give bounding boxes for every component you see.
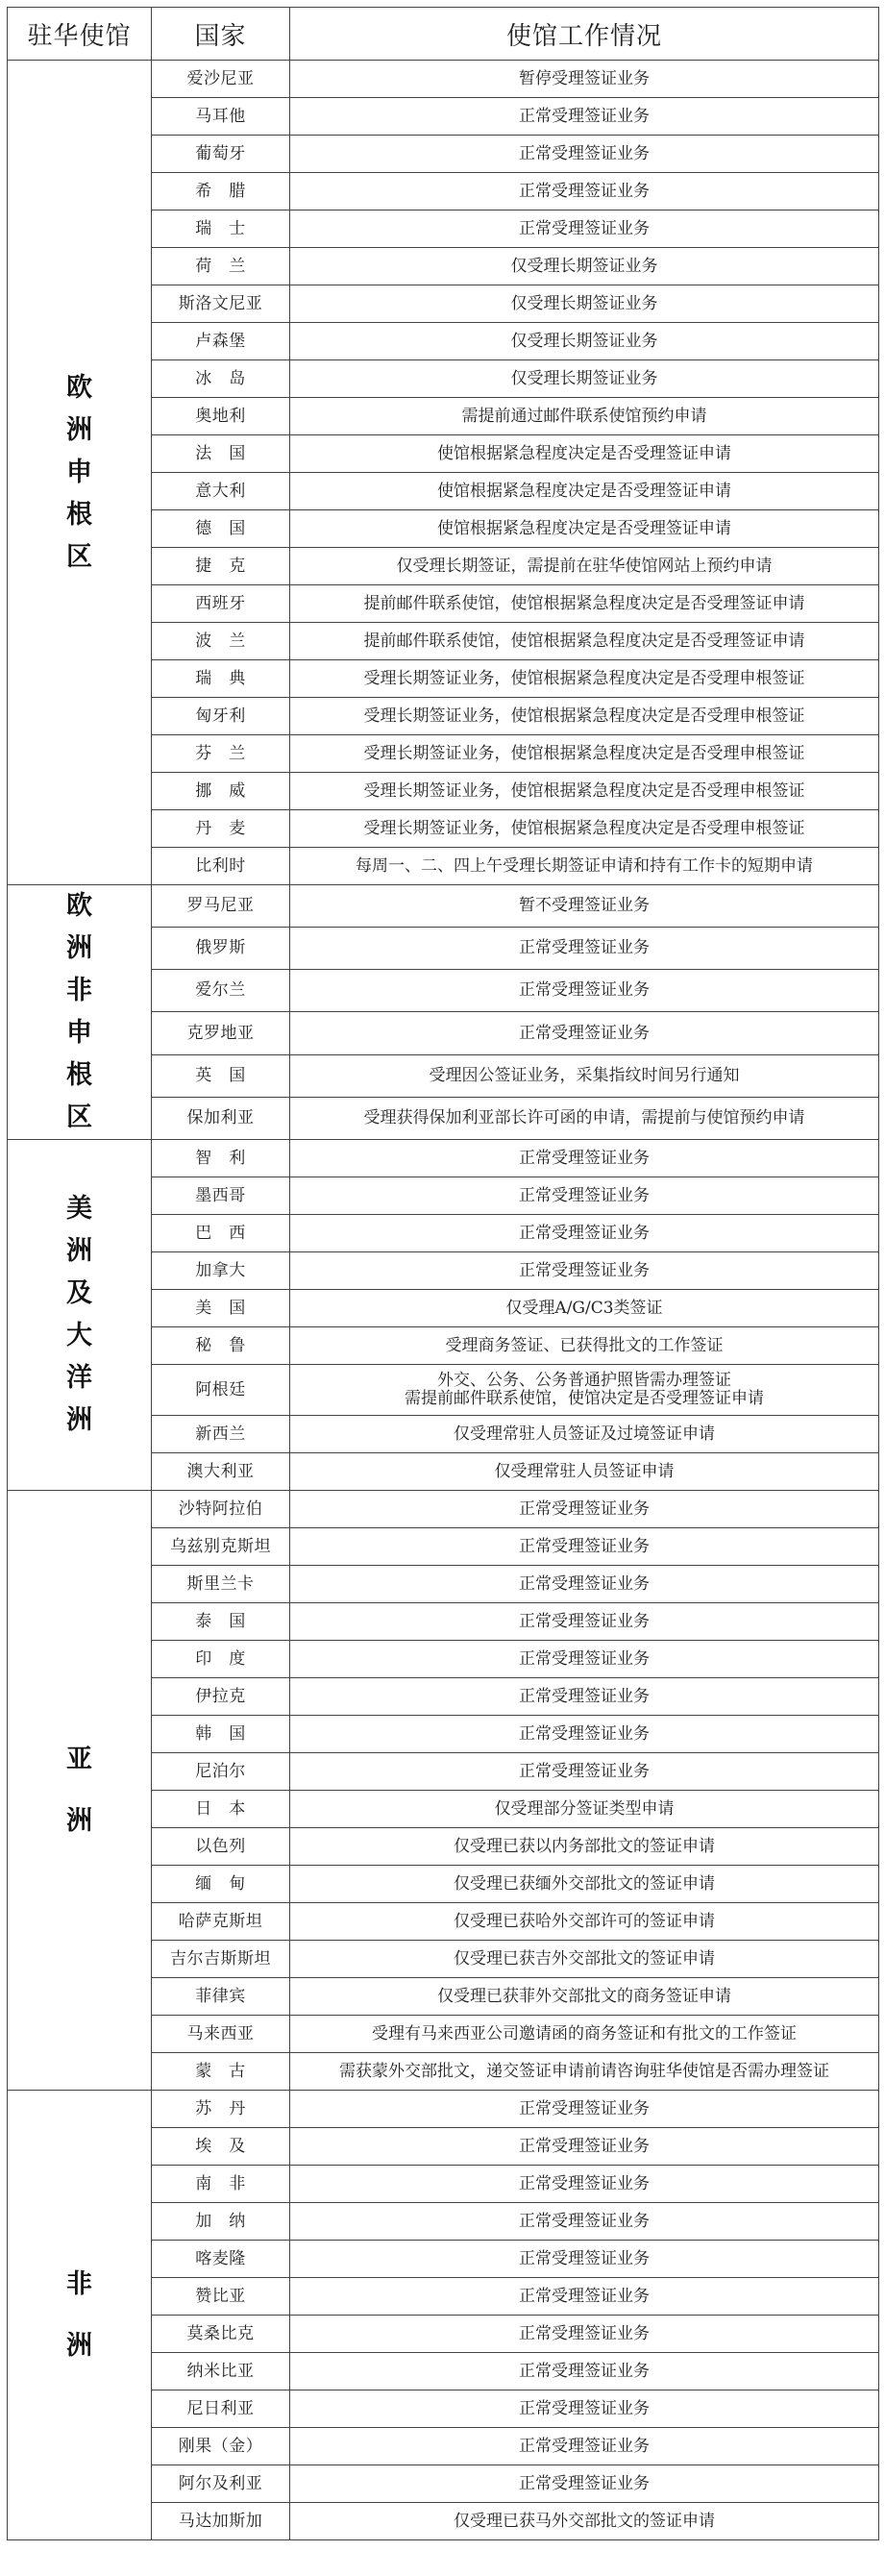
country-cell: 泰 国 xyxy=(152,1603,290,1641)
country-cell: 南 非 xyxy=(152,2166,290,2203)
status-cell: 正常受理签证业务 xyxy=(290,1566,879,1603)
country-cell: 巴 西 xyxy=(152,1215,290,1252)
status-cell: 受理长期签证业务，使馆根据紧急程度决定是否受理申根签证 xyxy=(290,660,879,698)
status-cell: 正常受理签证业务 xyxy=(290,2428,879,2465)
status-cell: 仅受理已获缅外交部批文的签证申请 xyxy=(290,1866,879,1903)
country-cell: 阿尔及利亚 xyxy=(152,2465,290,2503)
header-embassy: 驻华使馆 xyxy=(8,8,152,61)
country-cell: 莫桑比克 xyxy=(152,2316,290,2353)
country-cell: 伊拉克 xyxy=(152,1678,290,1716)
country-cell: 爱尔兰 xyxy=(152,970,290,1012)
status-cell: 正常受理签证业务 xyxy=(290,2203,879,2241)
country-cell: 卢森堡 xyxy=(152,323,290,360)
country-cell: 葡萄牙 xyxy=(152,136,290,173)
country-cell: 奥地利 xyxy=(152,398,290,435)
country-cell: 德 国 xyxy=(152,510,290,548)
country-cell: 俄罗斯 xyxy=(152,928,290,970)
region-name: 非 洲 xyxy=(8,2091,152,2540)
table-row xyxy=(8,885,879,928)
country-cell: 印 度 xyxy=(152,1641,290,1678)
status-cell: 受理长期签证业务，使馆根据紧急程度决定是否受理申根签证 xyxy=(290,810,879,848)
region-name: 欧 洲 非 申 根 区 xyxy=(8,885,152,1140)
status-cell: 暂停受理签证业务 xyxy=(290,61,879,98)
country-cell: 沙特阿拉伯 xyxy=(152,1491,290,1528)
status-cell: 正常受理签证业务 xyxy=(290,1177,879,1215)
status-cell: 正常受理签证业务 xyxy=(290,1641,879,1678)
status-cell: 仅受理长期签证业务 xyxy=(290,323,879,360)
table-row xyxy=(8,2091,879,2128)
country-cell: 意大利 xyxy=(152,473,290,510)
status-cell: 仅受理常驻人员签证申请 xyxy=(290,1453,879,1491)
status-cell: 正常受理签证业务 xyxy=(290,1716,879,1753)
status-cell: 仅受理部分签证类型申请 xyxy=(290,1791,879,1828)
country-cell: 西班牙 xyxy=(152,585,290,623)
status-cell: 正常受理签证业务 xyxy=(290,2353,879,2390)
country-cell: 匈牙利 xyxy=(152,698,290,735)
country-cell: 菲律宾 xyxy=(152,1978,290,2016)
country-cell: 波 兰 xyxy=(152,623,290,660)
table-row xyxy=(8,1140,879,1177)
country-cell: 纳米比亚 xyxy=(152,2353,290,2390)
country-cell: 智 利 xyxy=(152,1140,290,1177)
country-cell: 斯里兰卡 xyxy=(152,1566,290,1603)
status-cell: 仅受理长期签证业务 xyxy=(290,285,879,323)
country-cell: 马来西亚 xyxy=(152,2016,290,2053)
status-cell: 正常受理签证业务 xyxy=(290,2091,879,2128)
country-cell: 爱沙尼亚 xyxy=(152,61,290,98)
region-name: 美 洲 及 大 洋 洲 xyxy=(8,1140,152,1491)
status-cell: 每周一、二、四上午受理长期签证申请和持有工作卡的短期申请 xyxy=(290,848,879,885)
country-cell: 英 国 xyxy=(152,1054,290,1097)
country-cell: 韩 国 xyxy=(152,1716,290,1753)
status-cell: 受理长期签证业务，使馆根据紧急程度决定是否受理申根签证 xyxy=(290,773,879,810)
status-cell: 受理长期签证业务，使馆根据紧急程度决定是否受理申根签证 xyxy=(290,698,879,735)
country-cell: 比利时 xyxy=(152,848,290,885)
country-cell: 刚果（金） xyxy=(152,2428,290,2465)
country-cell: 喀麦隆 xyxy=(152,2241,290,2278)
status-cell: 仅受理已获吉外交部批文的签证申请 xyxy=(290,1941,879,1978)
country-cell: 吉尔吉斯斯坦 xyxy=(152,1941,290,1978)
status-cell: 正常受理签证业务 xyxy=(290,136,879,173)
status-cell: 仅受理长期签证业务 xyxy=(290,248,879,285)
status-cell: 正常受理签证业务 xyxy=(290,1753,879,1791)
status-cell: 正常受理签证业务 xyxy=(290,1012,879,1054)
country-cell: 瑞 典 xyxy=(152,660,290,698)
status-cell: 正常受理签证业务 xyxy=(290,1215,879,1252)
status-cell: 正常受理签证业务 xyxy=(290,928,879,970)
country-cell: 乌兹别克斯坦 xyxy=(152,1528,290,1566)
country-cell: 丹 麦 xyxy=(152,810,290,848)
country-cell: 日 本 xyxy=(152,1791,290,1828)
status-cell: 正常受理签证业务 xyxy=(290,2128,879,2166)
country-cell: 捷 克 xyxy=(152,548,290,585)
country-cell: 罗马尼亚 xyxy=(152,885,290,928)
status-cell: 使馆根据紧急程度决定是否受理签证申请 xyxy=(290,473,879,510)
header-row xyxy=(8,8,879,61)
status-cell: 需获蒙外交部批文，递交签证申请前请咨询驻华使馆是否需办理签证 xyxy=(290,2053,879,2091)
country-cell: 克罗地亚 xyxy=(152,1012,290,1054)
status-cell: 正常受理签证业务 xyxy=(290,2166,879,2203)
status-cell: 仅受理A/G/C3类签证 xyxy=(290,1290,879,1327)
status-line: 需提前邮件联系使馆，使馆决定是否受理签证申请 xyxy=(405,1389,764,1408)
status-cell: 正常受理签证业务 xyxy=(290,2241,879,2278)
region-name: 亚 洲 xyxy=(8,1491,152,2091)
country-cell: 马达加斯加 xyxy=(152,2503,290,2540)
country-cell: 以色列 xyxy=(152,1828,290,1866)
country-cell: 尼泊尔 xyxy=(152,1753,290,1791)
status-cell: 提前邮件联系使馆，使馆根据紧急程度决定是否受理签证申请 xyxy=(290,623,879,660)
status-cell: 仅受理常驻人员签证及过境签证申请 xyxy=(290,1416,879,1453)
country-cell: 加 纳 xyxy=(152,2203,290,2241)
table-body xyxy=(8,61,879,2540)
status-cell: 受理长期签证业务，使馆根据紧急程度决定是否受理申根签证 xyxy=(290,735,879,773)
status-cell: 正常受理签证业务 xyxy=(290,2278,879,2316)
country-cell: 法 国 xyxy=(152,435,290,473)
country-cell: 瑞 士 xyxy=(152,211,290,248)
country-cell: 挪 威 xyxy=(152,773,290,810)
country-cell: 澳大利亚 xyxy=(152,1453,290,1491)
status-cell: 正常受理签证业务 xyxy=(290,1491,879,1528)
status-line: 外交、公务、公务普通护照皆需办理签证 xyxy=(437,1371,731,1390)
status-cell: 正常受理签证业务 xyxy=(290,970,879,1012)
status-cell: 正常受理签证业务 xyxy=(290,2390,879,2428)
country-cell: 墨西哥 xyxy=(152,1177,290,1215)
status-cell: 正常受理签证业务 xyxy=(290,1528,879,1566)
status-cell: 正常受理签证业务 xyxy=(290,173,879,211)
status-cell: 受理有马来西亚公司邀请函的商务签证和有批文的工作签证 xyxy=(290,2016,879,2053)
status-cell: 仅受理已获菲外交部批文的商务签证申请 xyxy=(290,1978,879,2016)
country-cell: 秘 鲁 xyxy=(152,1327,290,1365)
status-cell: 正常受理签证业务 xyxy=(290,1140,879,1177)
table-row xyxy=(8,61,879,98)
country-cell: 希 腊 xyxy=(152,173,290,211)
status-cell: 使馆根据紧急程度决定是否受理签证申请 xyxy=(290,510,879,548)
status-cell: 受理获得保加利亚部长许可函的申请，需提前与使馆预约申请 xyxy=(290,1097,879,1139)
status-cell: 使馆根据紧急程度决定是否受理签证申请 xyxy=(290,435,879,473)
table-row xyxy=(8,1491,879,1528)
status-cell: 正常受理签证业务 xyxy=(290,1252,879,1290)
status-cell: 仅受理已获哈外交部许可的签证申请 xyxy=(290,1903,879,1941)
status-cell: 仅受理已获以内务部批文的签证申请 xyxy=(290,1828,879,1866)
status-cell: 正常受理签证业务 xyxy=(290,2316,879,2353)
country-cell: 芬 兰 xyxy=(152,735,290,773)
country-cell: 斯洛文尼亚 xyxy=(152,285,290,323)
status-cell: 仅受理长期签证业务 xyxy=(290,360,879,398)
status-cell xyxy=(290,1365,879,1416)
country-cell: 赞比亚 xyxy=(152,2278,290,2316)
status-cell: 暂不受理签证业务 xyxy=(290,885,879,928)
header-status: 使馆工作情况 xyxy=(290,8,879,61)
status-cell: 仅受理已获马外交部批文的签证申请 xyxy=(290,2503,879,2540)
country-cell: 缅 甸 xyxy=(152,1866,290,1903)
embassy-visa-status-table xyxy=(7,7,879,2540)
country-cell: 美 国 xyxy=(152,1290,290,1327)
status-cell: 正常受理签证业务 xyxy=(290,98,879,136)
country-cell: 哈萨克斯坦 xyxy=(152,1903,290,1941)
country-cell: 阿根廷 xyxy=(152,1365,290,1416)
status-cell: 正常受理签证业务 xyxy=(290,1603,879,1641)
status-cell: 受理因公签证业务，采集指纹时间另行通知 xyxy=(290,1054,879,1097)
country-cell: 冰 岛 xyxy=(152,360,290,398)
country-cell: 苏 丹 xyxy=(152,2091,290,2128)
country-cell: 加拿大 xyxy=(152,1252,290,1290)
country-cell: 尼日利亚 xyxy=(152,2390,290,2428)
country-cell: 新西兰 xyxy=(152,1416,290,1453)
region-name: 欧 洲 申 根 区 xyxy=(8,61,152,885)
status-cell: 提前邮件联系使馆，使馆根据紧急程度决定是否受理签证申请 xyxy=(290,585,879,623)
country-cell: 马耳他 xyxy=(152,98,290,136)
status-cell: 需提前通过邮件联系使馆预约申请 xyxy=(290,398,879,435)
status-cell: 仅受理长期签证，需提前在驻华使馆网站上预约申请 xyxy=(290,548,879,585)
status-cell: 正常受理签证业务 xyxy=(290,1678,879,1716)
country-cell: 荷 兰 xyxy=(152,248,290,285)
country-cell: 蒙 古 xyxy=(152,2053,290,2091)
header-country: 国家 xyxy=(152,8,290,61)
status-cell: 正常受理签证业务 xyxy=(290,2465,879,2503)
status-cell: 受理商务签证、已获得批文的工作签证 xyxy=(290,1327,879,1365)
status-cell: 正常受理签证业务 xyxy=(290,211,879,248)
country-cell: 埃 及 xyxy=(152,2128,290,2166)
country-cell: 保加利亚 xyxy=(152,1097,290,1139)
